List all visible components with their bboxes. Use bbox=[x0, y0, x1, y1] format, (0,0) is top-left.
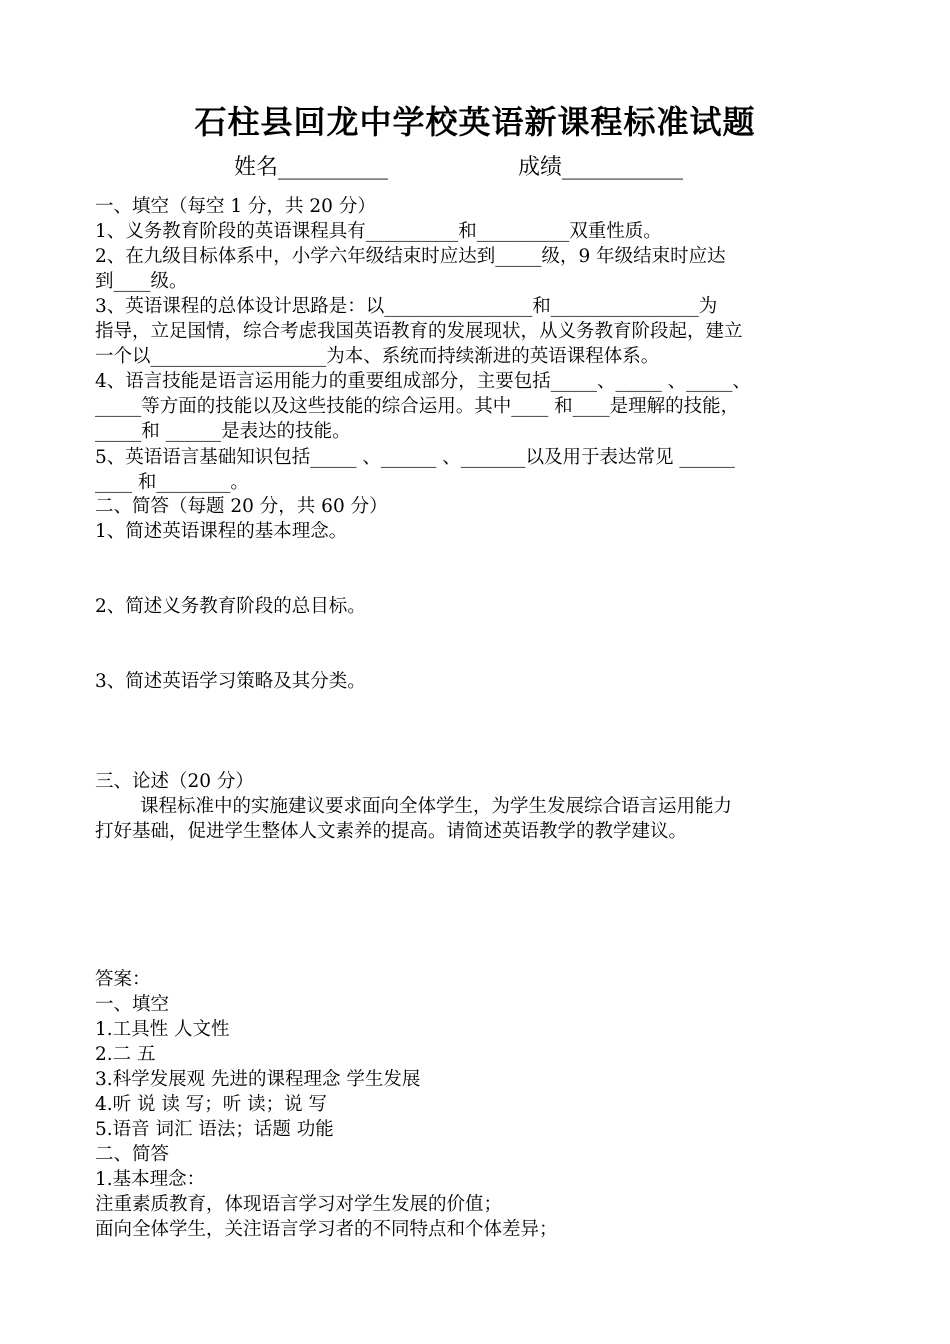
question-line: 2、简述义务教育阶段的总目标。 bbox=[95, 596, 366, 617]
answer-line: 注重素质教育，体现语言学习对学生发展的价值； bbox=[95, 1194, 503, 1215]
question-line: ____ 和________。 bbox=[95, 472, 249, 493]
answers-heading: 答案： bbox=[95, 969, 151, 990]
question-line: 2、在九级目标体系中，小学六年级结束时应达到_____级，9 年级结束时应达 bbox=[95, 246, 726, 267]
answer-line: 2.二 五 bbox=[95, 1044, 156, 1065]
answer-line: 面向全体学生，关注语言学习者的不同特点和个体差异； bbox=[95, 1219, 558, 1240]
answer-line: 二、简答 bbox=[95, 1144, 170, 1165]
essay-prompt-line: 课程标准中的实施建议要求面向全体学生，为学生发展综合语言运用能力 bbox=[140, 796, 733, 817]
question-line: 5、英语语言基础知识包括_____ 、______ 、_______以及用于表达常见 ______ bbox=[95, 447, 735, 468]
question-line: 1、简述英语课程的基本理念。 bbox=[95, 521, 348, 542]
question-line: 一个以___________________为本、系统而持续渐进的英语课程体系。 bbox=[95, 346, 660, 367]
question-line: 3、简述英语学习策略及其分类。 bbox=[95, 671, 366, 692]
essay-prompt-line: 打好基础，促进学生整体人文素养的提高。请简述英语教学的教学建议。 bbox=[95, 821, 688, 842]
question-line: 1、义务教育阶段的英语课程具有__________和__________双重性质。 bbox=[95, 221, 662, 242]
question-line: 指导，立足国情，综合考虑我国英语教育的发展现状，从义务教育阶段起，建立 bbox=[95, 321, 743, 342]
answer-line: 5.语音 词汇 语法；话题 功能 bbox=[95, 1119, 334, 1140]
question-line: 4、语言技能是语言运用能力的重要组成部分，主要包括_____、_____ 、_____、 bbox=[95, 371, 751, 392]
question-line: 3、英语课程的总体设计思路是：以________________和________________为 bbox=[95, 296, 718, 317]
question-line: _____和 ______是表达的技能。 bbox=[95, 421, 351, 442]
answer-line: 4.听 说 读 写；听 读；说 写 bbox=[95, 1094, 328, 1115]
score-field: 成绩___________ bbox=[518, 155, 684, 180]
question-line: 到____级。 bbox=[95, 271, 188, 292]
answer-line: 3.科学发展观 先进的课程理念 学生发展 bbox=[95, 1069, 421, 1090]
exam-title: 石柱县回龙中学校英语新课程标准试题 bbox=[194, 103, 756, 141]
section-essay-heading: 三、论述（20 分） bbox=[95, 771, 254, 792]
section-short-answer-heading: 二、简答（每题 20 分，共 60 分） bbox=[95, 496, 388, 517]
section-fill-blank-heading: 一、填空（每空 1 分，共 20 分） bbox=[95, 196, 376, 217]
answer-line: 一、填空 bbox=[95, 994, 170, 1015]
answer-line: 1.工具性 人文性 bbox=[95, 1019, 230, 1040]
question-line: _____等方面的技能以及这些技能的综合运用。其中____ 和____是理解的技能， bbox=[95, 396, 740, 417]
name-field: 姓名__________ bbox=[234, 155, 389, 180]
answer-line: 1.基本理念： bbox=[95, 1169, 206, 1190]
